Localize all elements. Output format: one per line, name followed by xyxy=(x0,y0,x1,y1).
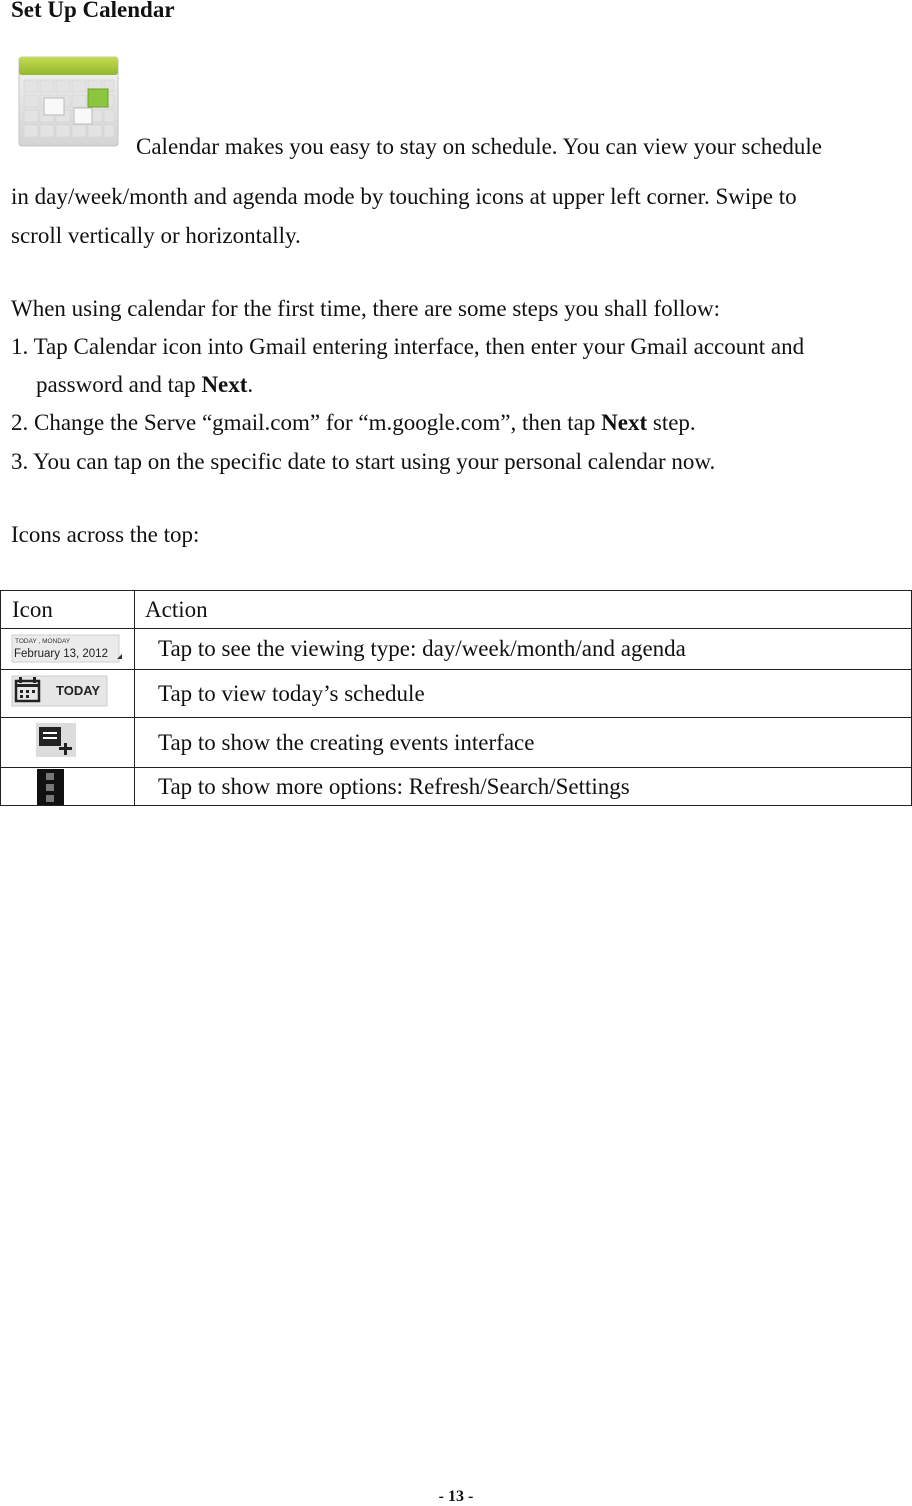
step-2-suffix: step. xyxy=(647,410,696,435)
icon-cell xyxy=(1,718,135,768)
icons-section-title: Icons across the top: xyxy=(11,522,200,547)
new-event-icon xyxy=(1,719,123,766)
step-3: 3. You can tap on the specific date to start using your personal calendar now. xyxy=(11,449,716,474)
icon-label-date: February 13, 2012 xyxy=(14,648,108,660)
steps-intro: When using calendar for the first time, there are some steps you shall follow: xyxy=(11,296,720,321)
calendar-app-icon xyxy=(18,56,119,148)
table-row xyxy=(1,629,912,670)
intro-line-1: Calendar makes you easy to stay on schedule. You can view your schedule xyxy=(136,134,823,159)
step-1-text: password and tap xyxy=(36,372,202,397)
action-text: Tap to view today’s schedule xyxy=(135,670,912,718)
header-action: Action xyxy=(135,591,912,629)
action-text: Tap to see the viewing type: day/week/month/and agenda xyxy=(135,629,912,670)
more-options-icon xyxy=(1,769,123,805)
step-2 xyxy=(11,409,696,437)
intro-line-2: in day/week/month and agenda mode by touching icons at upper left corner. Swipe to xyxy=(11,184,797,209)
step-1-line-b xyxy=(36,371,253,399)
page-number: - 13 - xyxy=(438,1488,474,1505)
icon-label-top: TODAY , MONDAY xyxy=(15,638,71,645)
next-keyword: Next xyxy=(601,410,648,435)
page-title: Set Up Calendar xyxy=(11,0,175,22)
action-text: Tap to show the creating events interface xyxy=(135,718,912,768)
table-row xyxy=(1,670,912,718)
today-calendar-icon xyxy=(1,672,123,716)
header-icon: Icon xyxy=(1,591,135,629)
intro-line-3: scroll vertically or horizontally. xyxy=(11,223,301,248)
icon-cell xyxy=(1,768,135,806)
step-1-line-a: 1. Tap Calendar icon into Gmail entering interface, then enter your Gmail account and xyxy=(11,334,805,359)
icon-cell xyxy=(1,629,135,670)
table-row xyxy=(1,768,912,806)
today-label: TODAY xyxy=(56,682,101,698)
next-keyword: Next xyxy=(201,372,248,397)
table-row xyxy=(1,718,912,768)
step-2-text: 2. Change the Serve “gmail.com” for “m.google.com”, then tap xyxy=(11,410,602,435)
date-view-selector-icon xyxy=(1,631,123,667)
action-text: Tap to show more options: Refresh/Search/Settings xyxy=(135,768,912,806)
icon-cell xyxy=(1,670,135,718)
table-header-row xyxy=(1,591,912,629)
icons-table xyxy=(0,590,912,806)
step-1-period: . xyxy=(247,372,254,397)
